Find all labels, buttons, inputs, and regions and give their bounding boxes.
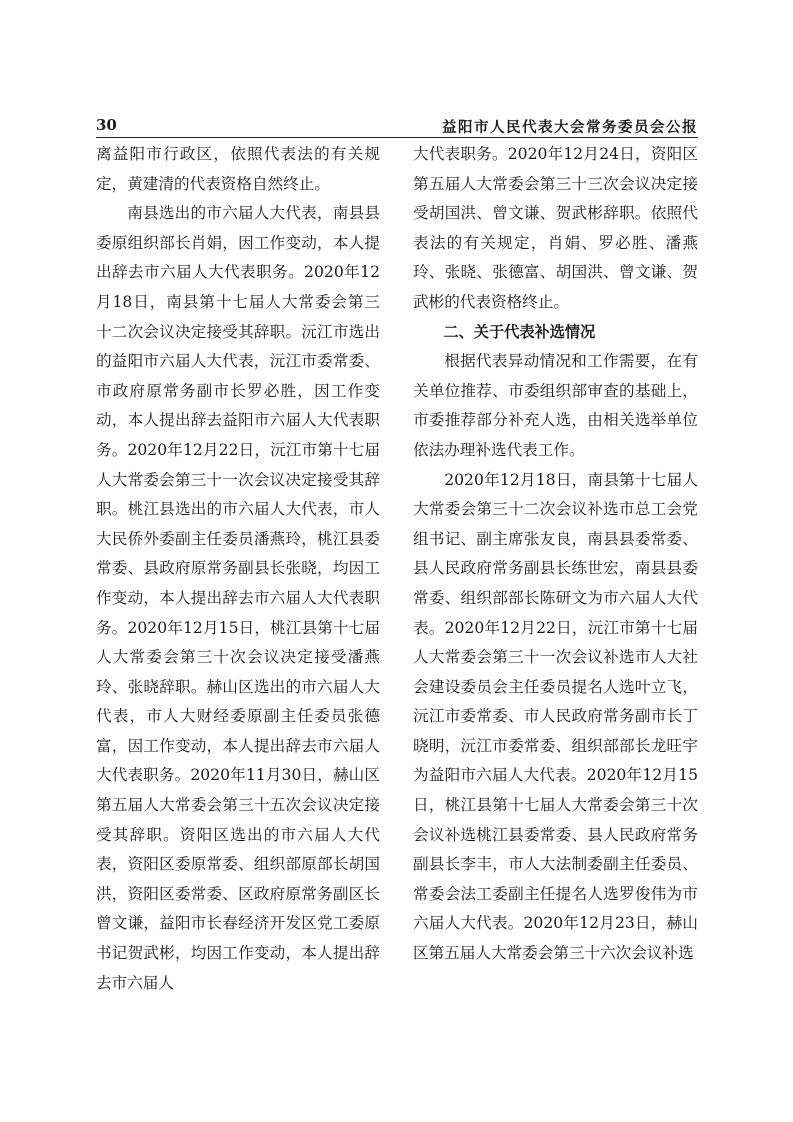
header-rule bbox=[96, 137, 698, 138]
right-column bbox=[413, 140, 698, 969]
paragraph: 南县选出的市六届人大代表，南县县委原组织部长肖娟，因工作变动，本人提出辞去市六届人大代表职务。2020年12月18日，南县第十七届人大常委会第三十二次会议决定接受其辞职。沅江市选出的益阳市六届人大代表，沅江市委常委、市政府原常务副市长罗必胜，因工作变动，本人提出辞去益阳市六届人大代表职务。2020年12月22日，沅江市第十七届人大常委会第三十一次会议决定接受其辞职。桃江县选出的市六届人大代表，市人大民侨外委副主任委员潘燕玲，桃江县委常委、县政府原常务副县长张晓，均因工作变动，本人提出辞去市六届人大代表职务。2020年12月15日，桃江县第十七届人大常委会第三十次会议决定接受潘燕玲、张晓辞职。赫山区选出的市六届人大代表，市人大财经委原副主任委员张德富，因工作变动，本人提出辞去市六届人大代表职务。2020年11月30日，赫山区第五届人大常委会第三十五次会议决定接受其辞职。资阳区选出的市六届人大代表，资阳区委原常委、组织部原部长胡国洪，资阳区委常委、区政府原常务副区长曾文谦，益阳市长春经济开发区党工委原书记贺武彬，均因工作变动，本人提出辞去市六届人 bbox=[96, 204, 380, 992]
page-header bbox=[96, 112, 698, 138]
paragraph: 根据代表异动情况和工作需要，在有关单位推荐、市委组织部审查的基础上，市委推荐部分补充人选，由相关选举单位依法办理补选代表工作。 bbox=[413, 352, 698, 459]
journal-title: 益阳市人民代表大会常务委员会公报 bbox=[442, 119, 698, 136]
left-column bbox=[96, 140, 380, 998]
section-heading: 二、关于代表补选情况 bbox=[443, 322, 596, 341]
paragraph: 2020年12月18日，南县第十七届人大常委会第三十二次会议补选市总工会党组书记、副主席张友良，南县县委常委、县人民政府常务副县长练世宏，南县县委常委、组织部部长陈研文为市六届人大代表。2020年12月22日，沅江市第十七届人大常委会第三十一次会议补选市人大社会建设委员会主任委员提名人选叶立飞，沅江市委常委、市人民政府常务副市长丁晓明，沅江市委常委、组织部部长龙旺宇为益阳市六届人大代表。2020年12月15日，桃江县第十七届人大常委会第三十次会议补选桃江县委常委、县人民政府常务副县长李丰，市人大法制委副主任委员、常委会法工委副主任提名人选罗俊伟为市六届人大代表。2020年12月23日，赫山区第五届人大常委会第三十六次会议补选 bbox=[413, 470, 698, 963]
paragraph: 大代表职务。2020年12月24日，资阳区第五届人大常委会第三十三次会议决定接受胡国洪、曾文谦、贺武彬辞职。依照代表法的有关规定，肖娟、罗必胜、潘燕玲、张晓、张德富、胡国洪、曾文谦、贺武彬的代表资格终止。 bbox=[413, 145, 698, 311]
paragraph: 离益阳市行政区，依照代表法的有关规定，黄建清的代表资格自然终止。 bbox=[96, 145, 380, 193]
page-number: 30 bbox=[96, 116, 117, 134]
